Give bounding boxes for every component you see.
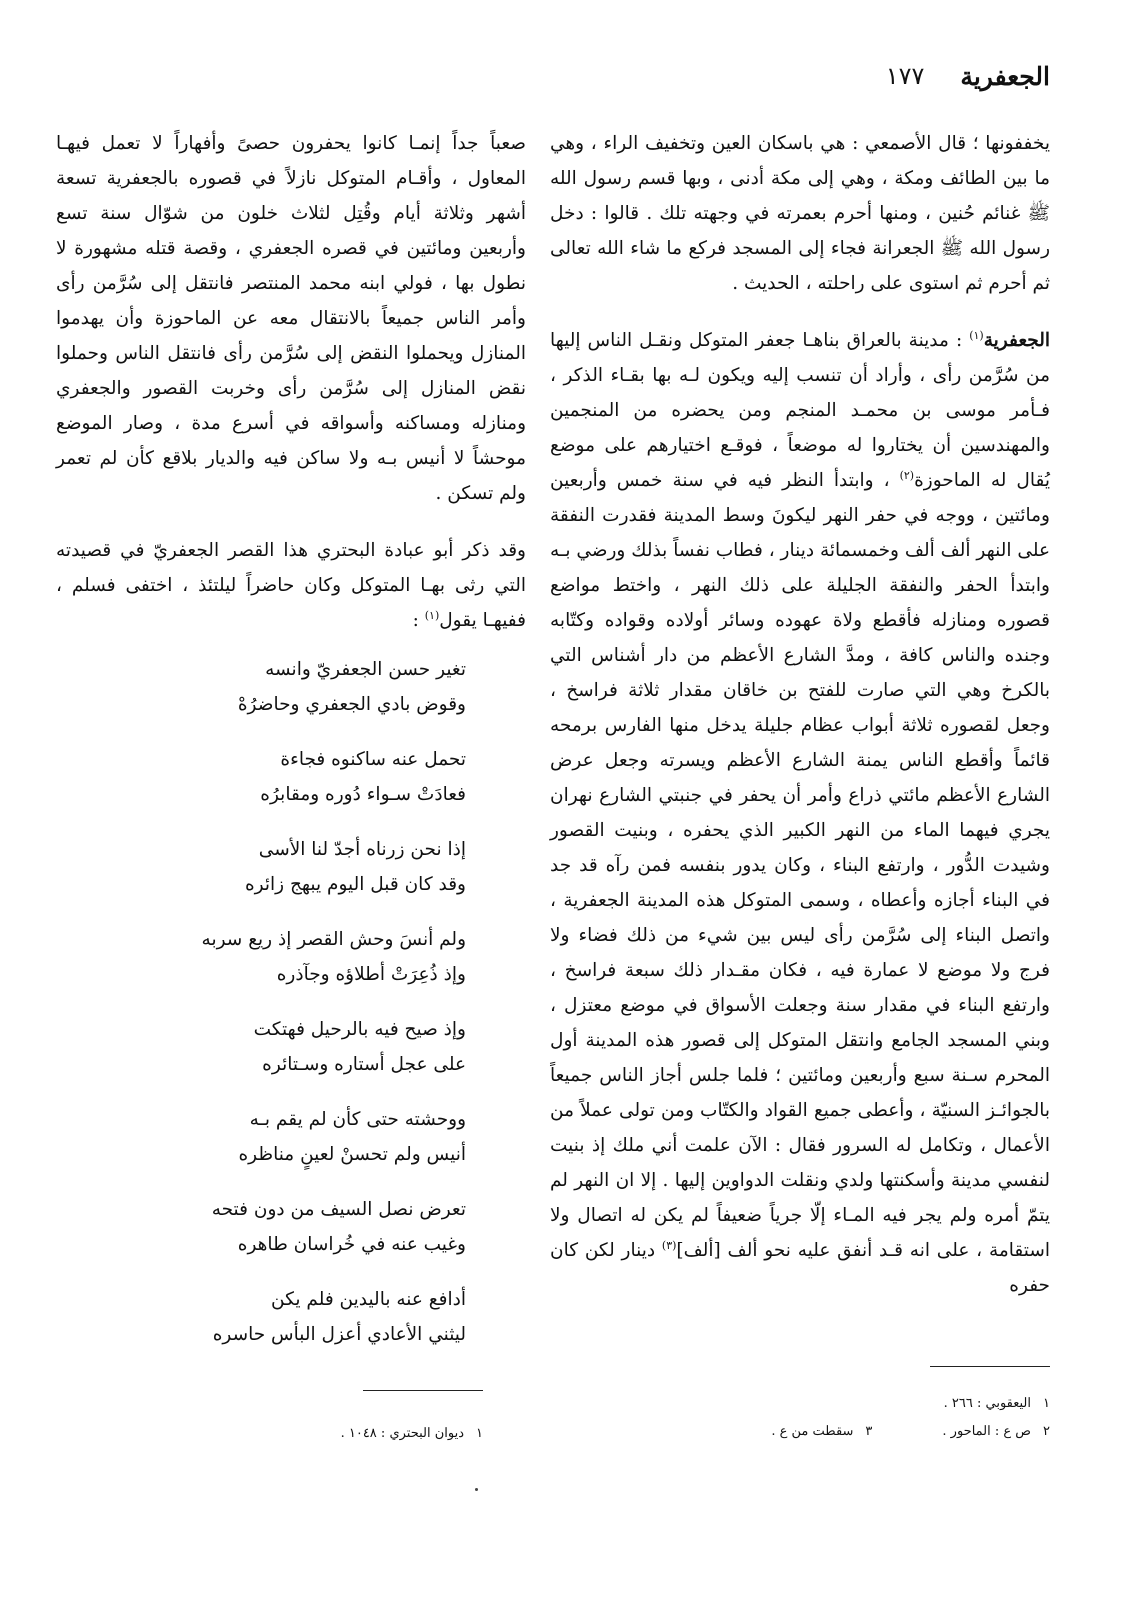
footnote-text: اليعقوبي : ٢٦٦ . <box>943 1396 1032 1411</box>
intro-text: وقد ذكر أبو عبادة البحتري هذا القصر الجعفريّ في قصيدته التي رثى بهـا المتوكل وكان حاضراً ليلتئذ ، اختفى فسلم ، ففيهـا يقول <box>56 540 526 631</box>
poem-verse <box>56 1012 466 1082</box>
entry-text-c: دينار لكن كان حفره <box>550 1240 1050 1296</box>
poem-verse <box>56 1192 466 1262</box>
poem-verse <box>56 922 466 992</box>
poem-verse <box>56 1102 466 1172</box>
verse-first-hemistich: تحمل عنه ساكنوه فجاءة <box>280 749 466 770</box>
poem-verse <box>56 742 466 812</box>
verse-first-hemistich: تغير حسن الجعفريّ وانسه <box>265 659 466 680</box>
entry-term: الجعفرية <box>983 330 1050 351</box>
entry-text-b: ، وابتدأ النظر فيه في سنة خمس وأربعين ومائتين ، ووجه في حفر النهر ليكونَ وسط المدينة فقدرت النفقة على النهر ألف ألف وخمسمائة دينار ، فطاب نفساً بذلك ورضي بـه وابتدأ الحفر والنفقة الجليلة على ذلك النهر ، واختط مواضع قصوره ومنازله فأقطع ولاة عهوده وسائر أولاده وقواده وكتّابه وجنده والناس كافة ، ومدَّ الشارع الأعظم من دار أشناس التي بالكرخ وهي التي صارت للفتح بن خاقان مقدار ثلاثة فراسخ ، وجعل لقصوره ثلاثة أبواب عظام جليلة يدخل منها الفارس برمحه قائماً وأقطع الناس يمنة الشارع الأعظم ويسرته وجعل عرض الشارع الأعظم مائتي ذراع وأمر أن يحفر في جنبتي الشارع نهران يجري فيهما الماء من النهر الكبير الذي يحفره ، وبنيت القصور وشيدت الدُّور ، وارتفع البناء ، وكان يدور بنفسه فمن رآه قد جد في البناء أجازه وأعطاه ، وسمى المتوكل هذه المدينة الجعفرية ، واتصل البناء إلى سُرَّمن رأى ليس بين شيء من ذلك فضاء ولا فرج ولا موضع لا عمارة فيه ، فكان مقـدار ذلك سبعة فراسخ ، وارتفع البناء في مقدار سنة وجعلت الأسواق في موضع معتزل ، وبني المسجد الجامع وانتقل المتوكل إلى قصور هذه المدينة أول المحرم سـنة سبع وأربعين ومائتين ؛ فلما جلس أجاز الناس جميعاً بالجوائـز السنيّة ، وأعطى جميع القواد والكتّاب ومن تولى عملاً من الأعمال ، وتكامل له السرور فقال : الآن علمت أني ملك إذ بنيت لنفسي مدينة وأسكنتها ولدي ونقلت الدواوين إليها . إلا ان النهر لم يتمّ أمره ولم يجر فيه المـاء إلّا جرياً ضعيفاً لم يكن له اتصال ولا استقامة ، على انه قـد أنفق عليه نحو ألف [ألف] <box>550 470 1050 1261</box>
right-column <box>550 126 1050 1303</box>
paragraph-jiirrana-end: يخففونها ؛ قال الأصمعي : هي باسكان العين وتخفيف الراء ، وهي ما بين الطائف ومكة ، وهي إلى مكة أدنى ، وبها قسم رسول الله ﷺ غنائم حُنين ، ومنها أحرم بعمرته في وجهته تلك . قالوا : دخل رسول الله ﷺ الجعرانة فجاء إلى المسجد فركع ما شاء الله تعالى ثم أحرم ثم استوى على راحلته ، الحديث . <box>550 133 1050 294</box>
verse-first-hemistich: تعرض نصل السيف من دون فتحه <box>211 1199 466 1220</box>
footnote-ref: (٣) <box>661 1238 677 1252</box>
verse-first-hemistich: أدافع عنه باليدين فلم يكن <box>271 1289 466 1310</box>
footnote-item <box>942 1418 1050 1446</box>
footnote-text: ص ع : الماحور . <box>942 1424 1032 1439</box>
verse-first-hemistich: ولم أنسَ وحش القصر إذ ريع سربه <box>201 929 466 950</box>
left-column <box>56 126 526 1372</box>
footnote-divider <box>930 1366 1050 1367</box>
poem-verse <box>56 1282 466 1352</box>
paragraph-continuation: صعباً جداً إنمـا كانوا يحفرون حصىً وأفهاراً لا تعمل فيهـا المعاول ، وأقـام المتوكل نازلاً في قصوره بالجعفرية تسعة أشهر وثلاثة أيام وقُتِل لثلاث خلون من شوّال سنة تسع وأربعين ومائتين في قصره الجعفري ، وقصة قتله مشهورة لا نطول بها ، فولي ابنه محمد المنتصر فانتقل إلى سُرَّمن رأى وأمر الناس جميعاً بالانتقال معه عن الماحوزة وأن يهدموا المنازل ويحملوا النقض إلى سُرَّمن رأى فانتقل الناس وحملوا نقض المنازل إلى سُرَّمن رأى وخربت القصور والجعفري ومنازله ومساكنه وأسواقه في أسرع مدة ، وصار الموضع موحشاً لا أنيس بـه ولا ساكن فيه والديار بلاقع كأن لم تعمر ولم تسكن . <box>56 133 526 504</box>
verse-first-hemistich: ووحشته حتى كأن لم يقم بـه <box>249 1109 466 1130</box>
footnote-number: ١ <box>476 1426 483 1441</box>
verse-second-hemistich: وقوض بادي الجعفري وحاضرُهْ <box>237 694 466 715</box>
verse-second-hemistich: وقد كان قبل اليوم يبهج زائره <box>244 874 466 895</box>
footnote-number: ٢ <box>1043 1424 1050 1439</box>
running-head <box>90 58 1050 94</box>
verse-second-hemistich: وإذ ذُعِرَتْ أطلاؤه وجآذره <box>276 964 466 985</box>
entry-text-a: : مدينة بالعراق بناهـا جعفر المتوكل ونقـل الناس إليها من سُرَّمن رأى ، وأراد أن تنسب إليه ويكون لـه بها بقـاء الذكر ، فـأمر موسى بن محمـد المنجم ومن يحضره من المنجمين والمهندسين أن يختاروا له موضعاً ، فوقـع اختيارهم على موضع يُقال له الماحوزة <box>550 330 1050 491</box>
page-number: ١٧٧ <box>885 62 925 90</box>
footnote-divider <box>363 1390 483 1391</box>
footnote-ref: (١) <box>969 328 984 342</box>
footnotes-left <box>63 1420 483 1448</box>
verse-first-hemistich: وإذ صيح فيه بالرحيل فهتكت <box>253 1019 466 1040</box>
poem-verse <box>56 652 466 722</box>
footnote-text: ديوان البحتري : ١٠٤٨ . <box>340 1426 465 1441</box>
footnote-row <box>550 1418 1050 1446</box>
footnote-number: ١ <box>1043 1396 1050 1411</box>
footnote-item <box>63 1420 483 1448</box>
paragraph-jafariyya-entry <box>550 323 1050 1303</box>
verse-second-hemistich: وغيب عنه في خُراسان طاهره <box>237 1234 466 1255</box>
intro-colon: : <box>412 610 425 631</box>
footnote-ref: (٢) <box>899 468 915 482</box>
scan-speck <box>475 1488 478 1491</box>
verse-second-hemistich: فعادَتْ سـواء دُوره ومقابرُه <box>260 784 466 805</box>
verse-second-hemistich: أنيس ولم تحسنْ لعينٍ مناظره <box>238 1144 466 1165</box>
footnote-item <box>550 1390 1050 1418</box>
footnote-item <box>771 1418 872 1446</box>
verse-second-hemistich: ليثني الأعادي أعزل البأس حاسره <box>212 1324 466 1345</box>
verse-second-hemistich: على عجل أستاره وسـتائره <box>262 1054 466 1075</box>
poem <box>56 652 526 1352</box>
footnotes-right <box>550 1390 1050 1446</box>
paragraph-buhturi-intro <box>56 533 526 638</box>
footnote-number: ٣ <box>865 1424 873 1439</box>
running-title: الجعفرية <box>960 61 1050 91</box>
poem-verse <box>56 832 466 902</box>
footnote-text: سقطت من ع . <box>771 1424 854 1439</box>
footnote-ref: (١) <box>424 608 440 622</box>
verse-first-hemistich: إذا نحن زرناه أجدّ لنا الأسى <box>258 839 466 860</box>
